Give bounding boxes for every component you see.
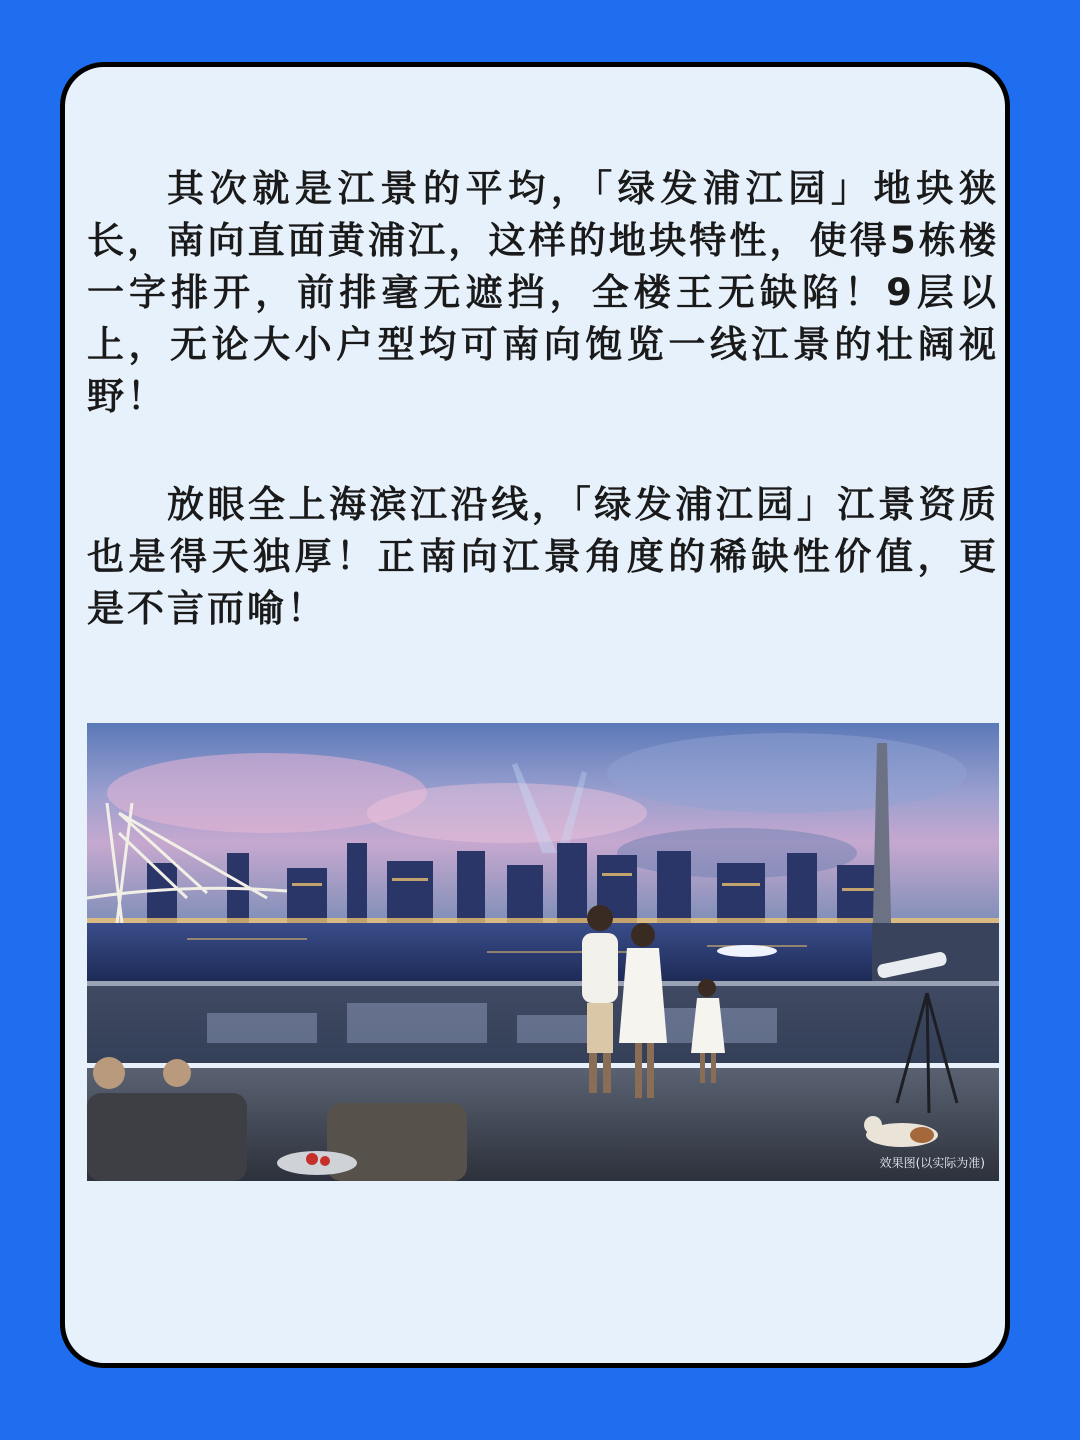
body-paragraph-1: 其次就是江景的平均，「绿发浦江园」地块狭长，南向直面黄浦江，这样的地块特性，使得5栋楼一字排开，前排毫无遮挡，全楼王无缺陷！9层以上，无论大小户型均可南向饱览一线江景的壮阔视野！ [87,167,999,418]
river-view-photo [87,723,999,1181]
body-paragraph-2: 放眼全上海滨江沿线，「绿发浦江园」江景资质也是得天独厚！正南向江景角度的稀缺性价值，更是不言而喻！ [87,483,999,630]
content-card [60,62,1010,1368]
photo-caption: 效果图(以实际为准) [879,1156,985,1170]
